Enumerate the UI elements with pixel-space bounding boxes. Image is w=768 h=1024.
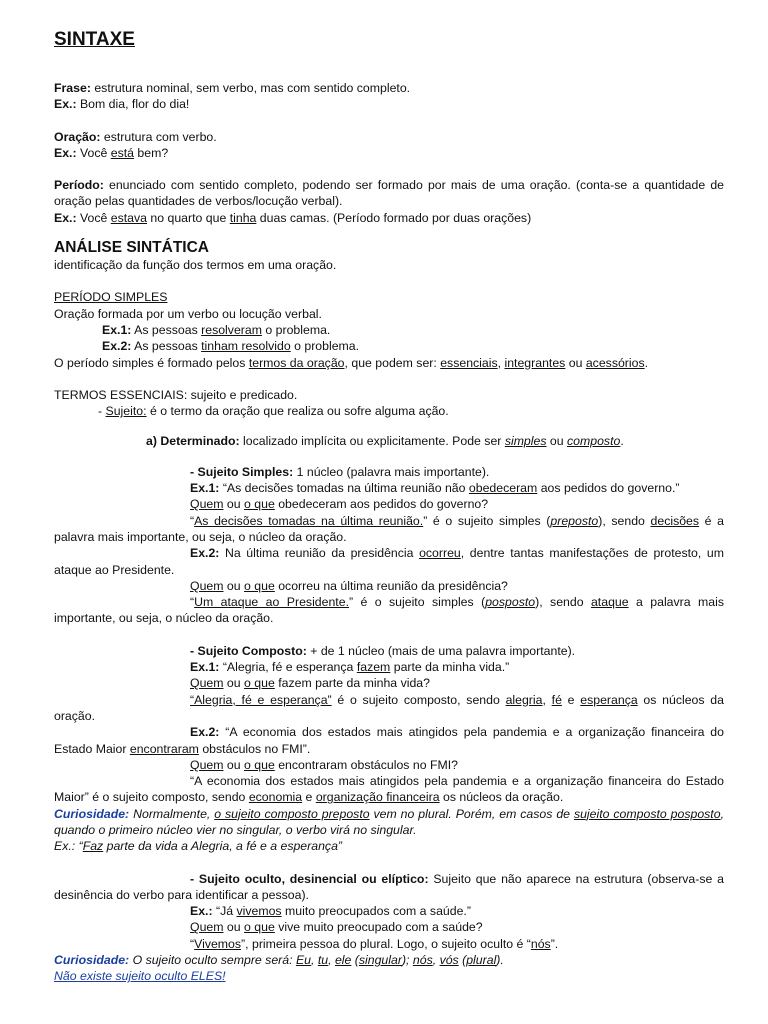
- sujeito-composto-ex1: Ex.1: “Alegria, fé e esperança fazem parte da minha vida.”: [190, 660, 510, 675]
- sujeito-oculto-heading: - Sujeito oculto, desinencial ou elíptico: Sujeito que não aparece na estrutura (observa-se a desinência do verbo para identificar a pessoa).: [54, 871, 724, 902]
- periodo-definition: Período: enunciado com sentido completo, podendo ser formado por mais de uma oração. (conta-se a quantidade de oração pelas quantidades de verbos/locução verbal).: [54, 178, 724, 209]
- sujeito-simples-ex1: Ex.1: “As decisões tomadas na última reunião não obedeceram aos pedidos do governo.”: [190, 481, 680, 496]
- curiosidade-1-example: Ex.: “Faz parte da vida a Alegria, a fé e a esperança”: [54, 839, 343, 854]
- periodo-simples-termos: O período simples é formado pelos termos da oração, que podem ser: essenciais, integrantes ou acessórios.: [54, 355, 649, 370]
- periodo-simples-ex1: Ex.1: As pessoas resolveram o problema.: [102, 322, 331, 337]
- sujeito-oculto-ex: Ex.: “Já vivemos muito preocupados com a saúde.”: [190, 904, 471, 919]
- sujeito-composto-ex2: Ex.2: “A economia dos estados mais atingidos pela pandemia e a organização financeira do Estado Maior encontraram obstáculos no FMI”.: [54, 725, 724, 756]
- termos-essenciais: TERMOS ESSENCIAIS: sujeito e predicado.: [54, 387, 298, 402]
- sujeito-simples-a2: “Um ataque ao Presidente.” é o sujeito simples (posposto), sendo ataque a palavra mais importante, ou seja, o núcleo da oração.: [54, 595, 724, 626]
- periodo-simples-text: Oração formada por um verbo ou locução verbal.: [54, 306, 322, 321]
- sujeito-simples-a1: “As decisões tomadas na última reunião.” é o sujeito simples (preposto), sendo decisões é a palavra mais importante, ou seja, o núcleo da oração.: [54, 513, 724, 544]
- sujeito-composto-a2: “A economia dos estados mais atingidos pela pandemia e a organização financeira do Estado Maior” é o sujeito composto, sendo economia e organização financeira os núcleos da oração.: [54, 774, 724, 805]
- sujeito-simples-q1: Quem ou o que obedeceram aos pedidos do governo?: [190, 497, 489, 512]
- sujeito-oculto-a: “Vivemos”, primeira pessoa do plural. Logo, o sujeito oculto é “nós”.: [190, 936, 559, 951]
- sujeito-composto-heading: - Sujeito Composto: + de 1 núcleo (mais de uma palavra importante).: [190, 643, 576, 658]
- sujeito-simples-heading: - Sujeito Simples: 1 núcleo (palavra mais importante).: [190, 464, 490, 479]
- sujeito-determinado: a) Determinado: localizado implícita ou explicitamente. Pode ser simples ou composto.: [146, 434, 624, 449]
- sujeito-composto-q2: Quem ou o que encontraram obstáculos no FMI?: [190, 757, 458, 772]
- sujeito-definition: - Sujeito: é o termo da oração que realiza ou sofre alguma ação.: [98, 404, 449, 419]
- oracao-definition: Oração: estrutura com verbo.: [54, 129, 217, 144]
- document-page: [54, 28, 724, 985]
- curiosidade-2: Curiosidade: O sujeito oculto sempre será: Eu, tu, ele (singular); nós, vós (plural).: [54, 953, 504, 968]
- sujeito-composto-a1: “Alegria, fé e esperança” é o sujeito composto, sendo alegria, fé e esperança os núcleos da oração.: [54, 692, 724, 723]
- sujeito-oculto-q: Quem ou o que vive muito preocupado com a saúde?: [190, 920, 483, 935]
- page-title: SINTAXE: [54, 29, 135, 50]
- periodo-example: Ex.: Você estava no quarto que tinha duas camas. (Período formado por duas orações): [54, 210, 532, 225]
- frase-definition: Frase: estrutura nominal, sem verbo, mas com sentido completo.: [54, 81, 411, 95]
- analise-text: identificação da função dos termos em uma oração.: [54, 258, 337, 273]
- curiosidade-1: Curiosidade: Normalmente, o sujeito composto preposto vem no plural. Porém, em casos de sujeito composto posposto, quando o primeiro núcleo vier no singular, o verbo virá no singular.: [54, 806, 724, 837]
- analise-heading: ANÁLISE SINTÁTICA: [54, 239, 209, 257]
- periodo-simples-ex2: Ex.2: As pessoas tinham resolvido o problema.: [102, 339, 360, 354]
- frase-example: Ex.: Bom dia, flor do dia!: [54, 97, 190, 112]
- periodo-simples-heading: PERÍODO SIMPLES: [54, 290, 168, 305]
- sujeito-composto-q1: Quem ou o que fazem parte da minha vida?: [190, 676, 430, 691]
- oracao-example: Ex.: Você está bem?: [54, 145, 169, 160]
- sujeito-simples-ex2: Ex.2: Na última reunião da presidência ocorreu, dentre tantas manifestações de protesto, um ataque ao Presidente.: [54, 546, 724, 577]
- sujeito-simples-q2: Quem ou o que ocorreu na última reunião da presidência?: [190, 578, 508, 593]
- curiosidade-2-line2: Não existe sujeito oculto ELES!: [54, 969, 226, 984]
